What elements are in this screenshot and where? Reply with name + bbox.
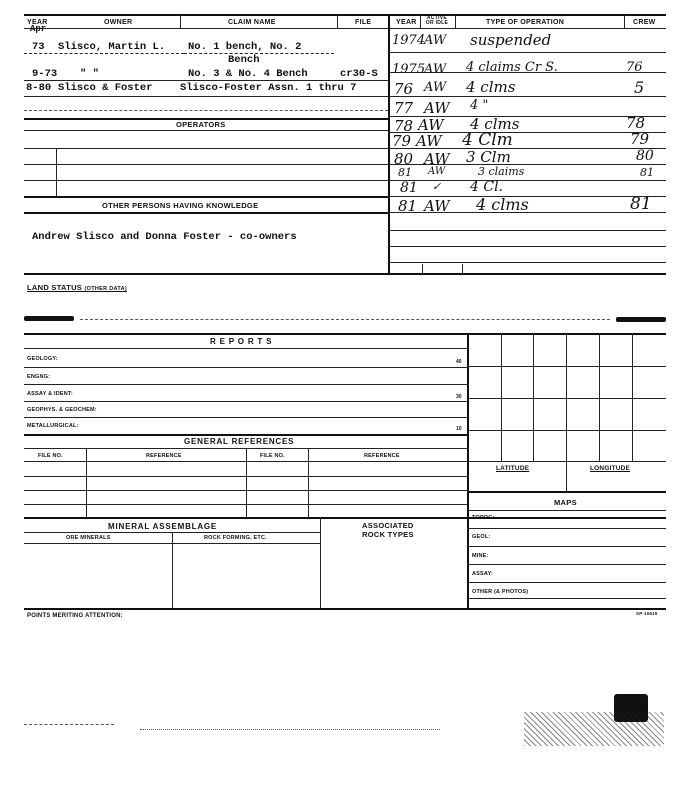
report-num: 10 <box>456 426 462 432</box>
operation-type: 3 Clm <box>466 148 511 166</box>
owner-row-claim: No. 3 & No. 4 Bench <box>188 68 308 80</box>
ref-header-reference-2: REFERENCE <box>364 453 400 459</box>
top-border <box>24 14 666 16</box>
map-topog: TOPOG: <box>472 515 495 521</box>
operation-type: 4 claims Cr S. <box>466 60 558 75</box>
general-refs-title: GENERAL REFERENCES <box>184 437 295 446</box>
operation-type: 3 claims <box>478 165 525 178</box>
owner-row-owner: " " <box>80 68 99 80</box>
map-assay: ASSAY: <box>472 571 494 577</box>
operation-status: AW <box>424 62 447 77</box>
operation-status: AW <box>424 80 447 95</box>
right-panel-divider <box>467 333 469 608</box>
header-year: YEAR <box>27 19 48 26</box>
col-divider-type <box>624 15 625 28</box>
operation-status: AW <box>418 116 444 134</box>
scan-speckle <box>524 712 664 746</box>
owner-row-claim: Slisco-Foster Assn. 1 thru 7 <box>180 82 357 94</box>
operation-year: 81 <box>400 180 418 196</box>
operation-crew: 81 <box>640 166 654 179</box>
owner-row-year: 8-80 <box>26 82 52 94</box>
owner-row-owner: Slisco, Martin L. <box>58 41 166 53</box>
map-mine: MINE: <box>472 553 489 559</box>
operation-crew: 78 <box>626 114 646 132</box>
col-divider-year2 <box>420 15 421 28</box>
operation-crew: 79 <box>630 130 650 148</box>
header-owner: OWNER <box>104 19 133 26</box>
latitude-label: LATITUDE <box>496 465 530 472</box>
operation-year: 1974 <box>392 33 426 48</box>
operation-year: 77 <box>394 99 414 117</box>
operation-type: 4 Cl. <box>470 179 503 195</box>
operation-type: 4 " <box>470 98 489 113</box>
ref-header-file-no-2: FILE NO. <box>260 453 285 459</box>
operation-type: 4 Clm <box>462 130 513 150</box>
land-status-text: LAND STATUS <box>27 283 83 292</box>
header-claim-name: CLAIM NAME <box>228 19 276 26</box>
operation-status: AW <box>424 33 447 48</box>
owner-row-file: cr30-S <box>340 68 378 80</box>
operation-type: suspended <box>470 31 552 49</box>
reports-title: R E P O R T S <box>210 337 273 346</box>
operation-crew: 76 <box>626 60 643 75</box>
header-crew: CREW <box>633 19 656 26</box>
operation-type: 4 clms <box>476 195 529 214</box>
map-geol: GEOL: <box>472 534 491 540</box>
operation-year: 78 <box>394 117 414 135</box>
col-divider-owner <box>180 15 181 28</box>
header-year-2: YEAR <box>396 19 417 26</box>
col-divider-active <box>455 15 456 28</box>
operation-year: 80 <box>394 150 414 168</box>
associated-label: ASSOCIATED <box>362 521 414 530</box>
operation-status: AW <box>416 132 442 150</box>
owner-row-year: 73 <box>32 41 45 53</box>
owner-row-year: 9-73 <box>32 68 58 80</box>
report-metallurgical: METALLURGICAL: <box>27 423 79 429</box>
report-engng: ENGNG: <box>27 374 51 380</box>
reports-top-line <box>24 333 666 335</box>
operation-status: AW <box>424 197 450 215</box>
owner-row-owner: Slisco & Foster <box>58 82 153 94</box>
operation-status: ✓ <box>432 180 442 193</box>
operation-year: 81 <box>398 166 412 179</box>
report-geology: GEOLOGY: <box>27 356 58 362</box>
operation-type: 4 clms <box>466 78 516 96</box>
others-title: OTHER PERSONS HAVING KNOWLEDGE <box>102 201 259 210</box>
header-bottom-line <box>24 28 666 29</box>
operation-year: 76 <box>394 80 414 98</box>
operation-year: 79 <box>392 132 412 150</box>
operation-year: 81 <box>398 197 418 215</box>
ink-blot-right <box>616 317 666 322</box>
owner-row-claim: No. 1 bench, No. 2 <box>188 41 302 53</box>
mineral-title: MINERAL ASSEMBLAGE <box>108 522 218 531</box>
operators-title: OPERATORS <box>176 120 226 129</box>
ref-header-reference: REFERENCE <box>146 453 182 459</box>
form-number: SP-10615 <box>636 611 658 616</box>
owner-row-year-month: Apr <box>30 24 47 34</box>
operation-crew: 81 <box>630 194 652 214</box>
land-status-label <box>27 283 127 292</box>
scan-noise <box>140 729 440 730</box>
ref-header-file-no: FILE NO. <box>38 453 63 459</box>
operation-status: AW <box>424 99 450 117</box>
operation-year: 1975 <box>392 62 426 77</box>
scan-noise <box>24 724 114 725</box>
report-num: 30 <box>456 394 462 400</box>
rock-forming-label: ROCK FORMING, ETC. <box>204 535 267 541</box>
operation-crew: 80 <box>636 148 654 164</box>
owner-row-claim-cont: Bench <box>228 54 260 66</box>
maps-title: MAPS <box>554 498 577 507</box>
map-other: OTHER (& PHOTOS) <box>472 589 529 595</box>
main-vertical-divider <box>388 15 390 273</box>
rock-types-label: ROCK TYPES <box>362 530 414 539</box>
operation-status: AW <box>428 166 446 177</box>
others-text: Andrew Slisco and Donna Foster - co-owners <box>32 231 297 243</box>
report-num: 40 <box>456 359 462 365</box>
longitude-label: LONGITUDE <box>590 465 631 472</box>
points-label: POINTS MERITING ATTENTION: <box>27 613 123 619</box>
report-geophys: GEOPHYS. & GEOCHEM: <box>27 407 97 413</box>
header-type-of-operation: TYPE OF OPERATION <box>486 19 565 26</box>
operation-crew: 5 <box>634 78 645 97</box>
report-assay: ASSAY & IDENT: <box>27 391 73 397</box>
land-status-sub: (OTHER DATA) <box>84 286 127 292</box>
ink-blot-left <box>24 316 74 321</box>
col-divider-claim <box>337 15 338 28</box>
header-active-idle: ACTIVE OR IDLE <box>425 15 449 26</box>
operation-type: 4 clms <box>470 115 520 133</box>
operation-status: AW <box>424 150 450 168</box>
ore-minerals-label: ORE MINERALS <box>66 535 111 541</box>
header-file: FILE <box>355 19 372 26</box>
